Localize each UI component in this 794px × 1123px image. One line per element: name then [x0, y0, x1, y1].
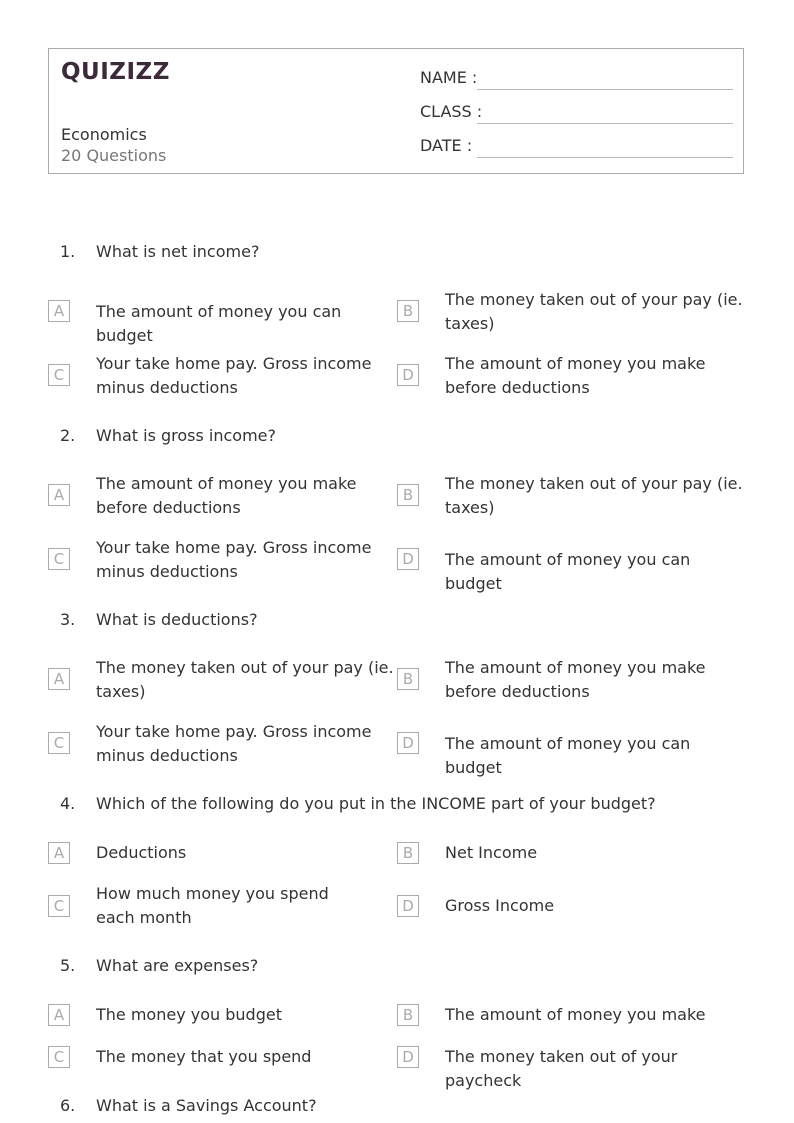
option-b-box[interactable]: B: [397, 484, 419, 506]
option-d-text: The amount of money you can budget: [445, 550, 691, 593]
question-text: What is deductions?: [96, 610, 258, 629]
option-d-text: The money taken out of your paycheck: [445, 1047, 678, 1090]
option-b-box[interactable]: B: [397, 300, 419, 322]
question-text: Which of the following do you put in the INCOME part of your budget?: [96, 794, 656, 813]
option-b-text: Net Income: [445, 843, 538, 862]
option-b-box[interactable]: B: [397, 842, 419, 864]
worksheet-header: [48, 48, 744, 174]
option-a-text: The amount of money you can budget: [96, 302, 342, 345]
class-line[interactable]: [477, 123, 733, 124]
option-a-box[interactable]: A: [48, 668, 70, 690]
option-b-text: The amount of money you make before deductions: [445, 658, 706, 701]
option-a-box[interactable]: A: [48, 1004, 70, 1026]
option-d-box[interactable]: D: [397, 1046, 419, 1068]
option-c-box[interactable]: C: [48, 364, 70, 386]
question-text: What is net income?: [96, 242, 260, 261]
option-c-text: Your take home pay. Gross income minus deductions: [96, 722, 372, 765]
option-a-text: The money taken out of your pay (ie. taxes): [96, 658, 394, 701]
question-number: 3.: [60, 610, 76, 629]
option-c-text: Your take home pay. Gross income minus deductions: [96, 354, 372, 397]
option-b-text: The money taken out of your pay (ie. taxes): [445, 290, 743, 333]
question-number: 4.: [60, 794, 76, 813]
option-c-box[interactable]: C: [48, 732, 70, 754]
name-line[interactable]: [477, 89, 733, 90]
option-a-box[interactable]: A: [48, 484, 70, 506]
option-b-box[interactable]: B: [397, 1004, 419, 1026]
question-number: 5.: [60, 956, 76, 975]
option-b-text: The money taken out of your pay (ie. taxes): [445, 474, 743, 517]
option-c-text: Your take home pay. Gross income minus deductions: [96, 538, 372, 581]
option-c-box[interactable]: C: [48, 548, 70, 570]
date-line[interactable]: [477, 157, 733, 158]
option-d-box[interactable]: D: [397, 732, 419, 754]
option-d-box[interactable]: D: [397, 364, 419, 386]
question-number: 6.: [60, 1096, 76, 1115]
option-b-box[interactable]: B: [397, 668, 419, 690]
class-label: CLASS :: [420, 102, 483, 121]
subject-title: Economics: [61, 125, 147, 144]
question-text: What are expenses?: [96, 956, 259, 975]
date-label: DATE :: [420, 136, 473, 155]
question-count: 20 Questions: [61, 146, 167, 165]
option-a-box[interactable]: A: [48, 300, 70, 322]
option-d-text: The amount of money you can budget: [445, 734, 691, 777]
question-number: 2.: [60, 426, 76, 445]
option-d-text: Gross Income: [445, 896, 555, 915]
option-a-text: Deductions: [96, 843, 187, 862]
option-c-box[interactable]: C: [48, 1046, 70, 1068]
quizizz-logo: QUIZIZZ: [61, 59, 170, 85]
option-d-text: The amount of money you make before deductions: [445, 354, 706, 397]
question-number: 1.: [60, 242, 76, 261]
option-a-text: The money you budget: [96, 1005, 282, 1024]
option-a-box[interactable]: A: [48, 842, 70, 864]
question-text: What is gross income?: [96, 426, 277, 445]
option-a-text: The amount of money you make before deductions: [96, 474, 357, 517]
option-c-text: The money that you spend: [96, 1047, 312, 1066]
option-b-text: The amount of money you make: [445, 1005, 706, 1024]
option-d-box[interactable]: D: [397, 895, 419, 917]
question-text: What is a Savings Account?: [96, 1096, 317, 1115]
option-c-text: How much money you spend each month: [96, 884, 329, 927]
option-d-box[interactable]: D: [397, 548, 419, 570]
option-c-box[interactable]: C: [48, 895, 70, 917]
name-label: NAME :: [420, 68, 478, 87]
